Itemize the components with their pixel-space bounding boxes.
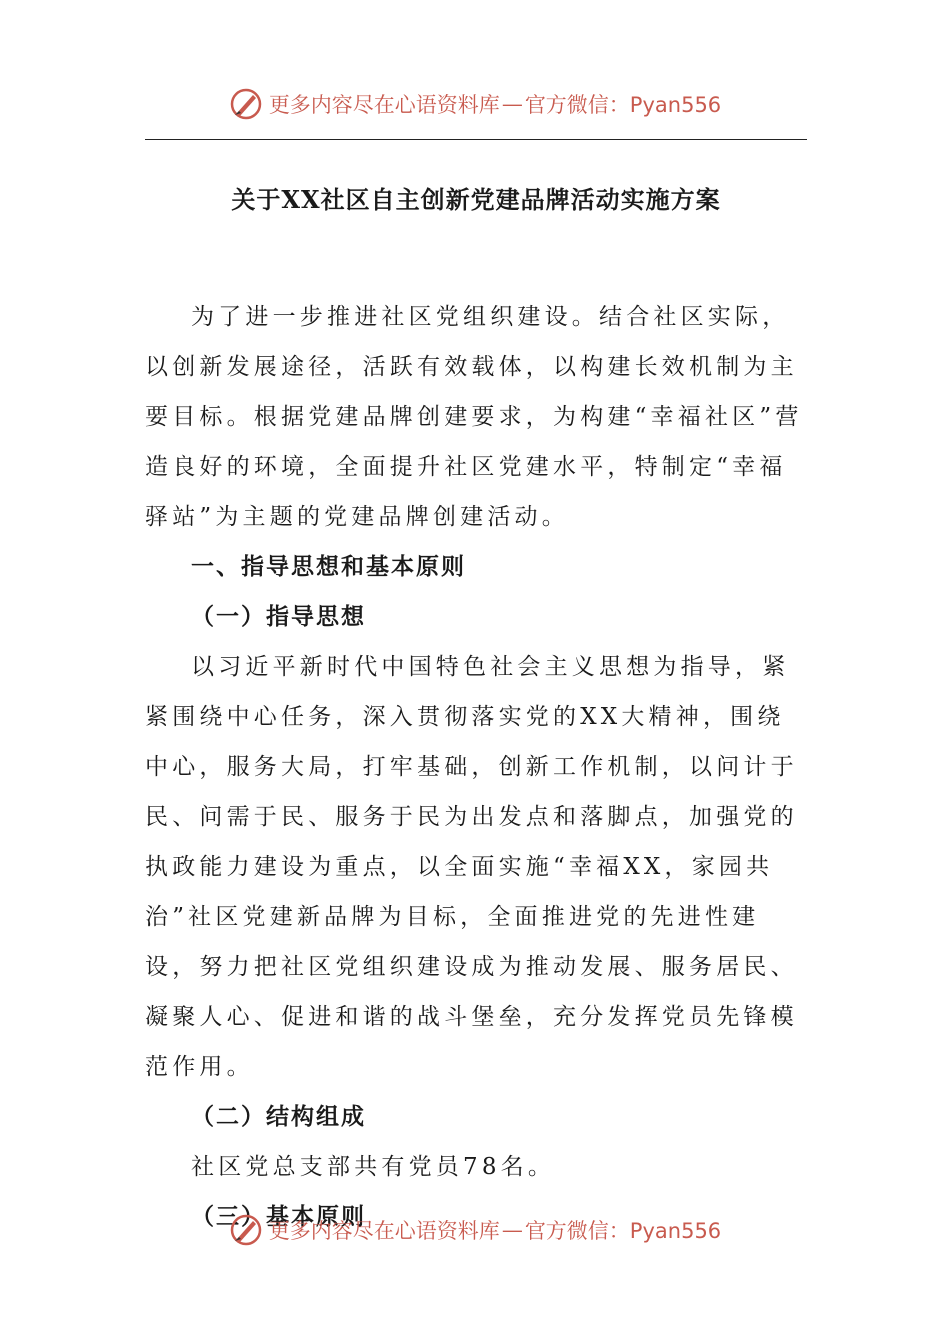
document-title: 关于XX社区自主创新党建品牌活动实施方案 <box>231 185 721 214</box>
footer-separator: — <box>501 1218 523 1242</box>
document-body <box>145 292 807 1242</box>
intro-paragraph: 为了进一步推进社区党组织建设。结合社区实际，以创新发展途径，活跃有效载体，以构建长效机制为主要目标。根据党建品牌创建要求，为构建“幸福社区”营造良好的环境，全面提升社区党建水平，特制定“幸福驿站”为主题的党建品牌创建活动。 <box>145 304 803 530</box>
header-rule <box>145 139 807 140</box>
header-separator: — <box>501 92 523 116</box>
footer-banner <box>0 1210 950 1250</box>
footer-wechat: 官方微信：Pyan556 <box>524 1219 722 1243</box>
footer-site-text: 更多内容尽在心语资料库 <box>268 1219 500 1243</box>
header-site-text: 更多内容尽在心语资料库 <box>268 93 500 117</box>
guiding-ideology-paragraph: 以习近平新时代中国特色社会主义思想为指导，紧紧围绕中心任务，深入贯彻落实党的XX大精神，围绕中心，服务大局，打牢基础，创新工作机制，以问计于民、问需于民、服务于民为出发点和落脚点，加强党的执政能力建设为重点，以全面实施“幸福XX，家园共治”社区党建新品牌为目标，全面推进党的先进性建设，努力把社区党组织建设成为推动发展、服务居民、凝聚人心、促进和谐的战斗堡垒，充分发挥党员先锋模范作用。 <box>145 654 798 1080</box>
subsection-heading-1: （一）指导思想 <box>191 604 366 630</box>
pen-logo-icon <box>229 1213 263 1247</box>
pen-logo-icon <box>229 87 263 121</box>
section-heading-1: 一、指导思想和基本原则 <box>191 554 466 580</box>
header-banner <box>0 84 950 124</box>
subsection-heading-3: （三）基本原则 <box>191 1204 366 1230</box>
header-wechat: 官方微信：Pyan556 <box>524 93 722 117</box>
structure-paragraph: 社区党总支部共有党员78名。 <box>191 1154 556 1180</box>
subsection-heading-2: （二）结构组成 <box>191 1104 366 1130</box>
